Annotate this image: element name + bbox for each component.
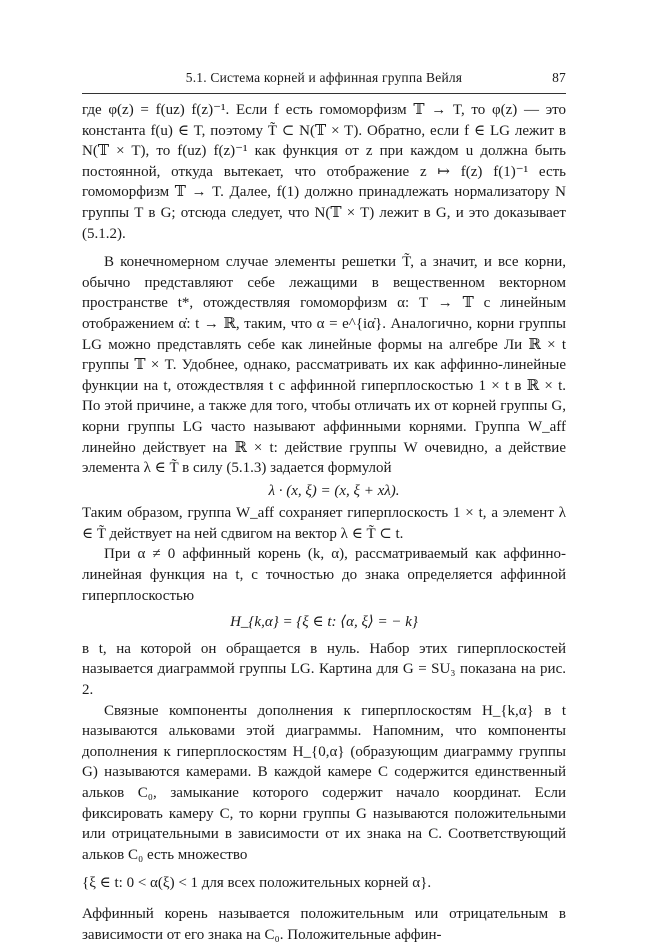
paragraph-6: Связные компоненты дополнения к гиперплоскостям H_{k,α} в t называются альковами этой диаграммы. Напомним, что компоненты дополнения к гиперплоскостям H_{0,α} (образующим диаграмму группы G) называются камерами. В каждой камере C содержится единственный альков C₀, замыкание которого содержит начало координат. Если фиксировать камеру C, то корни группы G называются положительными или отрицательными в зависимости от их знака на C. Соответствующий альков C₀ есть множество	[82, 702, 566, 863]
page-number: 87	[552, 70, 566, 85]
body-text	[82, 100, 566, 945]
header-rule	[82, 93, 566, 94]
paragraph-2: В конечномерном случае элементы решетки T̃, а значит, и все корни, обычно представляют себе лежащими в вещественном векторном пространстве t*, отождествляя гомоморфизм α: T → 𝕋 с линейным отображением α̇: t → ℝ, таким, что α = e^{iα̇}. Аналогично, корни группы LG можно представлять себе как линейные формы на алгебре Ли ℝ × t группы 𝕋 × T. Удобнее, однако, рассматривать их как аффинно-линейные функции на t, отождествляя t с аффинной гиперплоскостью 1 × t в ℝ × t. По этой причине, а также для того, чтобы отличать их от корней группы G, корни группы LG часто называют аффинными корнями. Группа W_aff линейно действует на ℝ × t: действие группы W очевидно, а действие элемента λ ∈ T̃ в силу (5.1.3) задается формулой	[82, 254, 566, 477]
paragraph-5: в t, на которой он обращается в нуль. Набор этих гиперплоскостей называется диаграммой группы LG. Картина для G = SU₃ показана на рис. 2.	[82, 640, 566, 699]
paragraph-4: При α ≠ 0 аффинный корень (k, α), рассматриваемый как аффинно-линейная функция на t, с точностью до знака определяется аффинной гиперплоскостью	[82, 546, 566, 604]
formula-alcove: {ξ ∈ t: 0 < α(ξ) < 1 для всех положительных корней α}.	[82, 875, 432, 892]
paragraph-3: Таким образом, группа W_aff сохраняет гиперплоскость 1 × t, а элемент λ ∈ T̃ действует на ней сдвигом на вектор λ ∈ T̃ ⊂ t.	[82, 505, 566, 542]
paragraph-7: Аффинный корень называется положительным или отрицательным в зависимости от его знака на C₀. Положительные аффин-	[82, 905, 566, 943]
section-title: 5.1. Система корней и аффинная группа Вейля	[185, 70, 463, 85]
formula-hyperplane: H_{k,α} = {ξ ∈ t: ⟨α, ξ⟩ = − k}	[230, 614, 418, 631]
formula-action: λ · (x, ξ) = (x, ξ + xλ).	[268, 482, 400, 499]
paragraph-1: где φ(z) = f(uz) f(z)⁻¹. Если f есть гомоморфизм 𝕋 → T, то φ(z) — это константа f(u) ∈ T, поэтому T̃ ⊂ N(𝕋 × T). Обратно, если f ∈ LG лежит в N(𝕋 × T), то f(uz) f(z)⁻¹ как функция от z при каждом u должна быть постоянной, откуда вытекает, что отображение z ↦ f(z) f(1)⁻¹ есть гомоморфизм 𝕋 → T. Далее, f(1) должно принадлежать нормализатору N группы T в G; отсюда следует, что N(𝕋 × T) лежит в G, и это доказывает (5.1.2).	[82, 102, 566, 242]
running-header	[82, 70, 566, 92]
